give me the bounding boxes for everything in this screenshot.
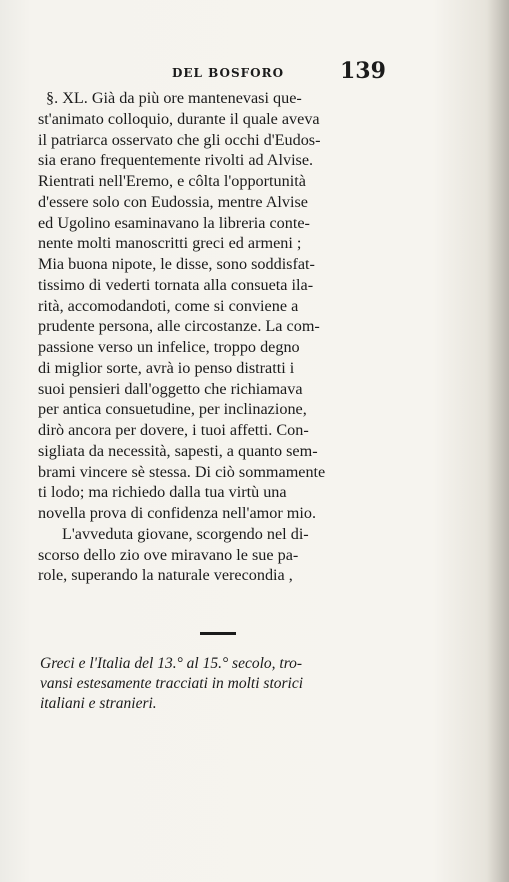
text-line: per antica consuetudine, per inclinazione, bbox=[38, 400, 307, 419]
text-line: rità, accomodandoti, come si conviene a bbox=[38, 296, 299, 315]
text-line: tissimo di vederti tornata alla consueta ila- bbox=[38, 275, 314, 294]
text-line: st'animato colloquio, durante il quale aveva bbox=[38, 109, 320, 128]
page-header bbox=[40, 58, 440, 88]
text-line: sia erano frequentemente rivolti ad Alvise. bbox=[38, 151, 314, 170]
text-line: prudente persona, alle circostanze. La com- bbox=[38, 317, 320, 336]
text-line: sigliata da necessità, sapesti, a quanto sem- bbox=[38, 441, 318, 460]
text-line: role, superando la naturale verecondia , bbox=[38, 566, 293, 585]
text-line: il patriarca osservato che gli occhi d'Eudos- bbox=[38, 130, 321, 149]
text-line: nente molti manoscritti greci ed armeni ; bbox=[38, 234, 302, 253]
text-line: ti lodo; ma richiedo dalla tua virtù una bbox=[38, 483, 287, 502]
footnote-divider bbox=[200, 632, 236, 635]
text-line: Rientrati nell'Eremo, e côlta l'opportunità bbox=[38, 172, 306, 190]
text-line: §. XL. Già da più ore mantenevasi que- bbox=[46, 89, 302, 107]
text-line: dirò ancora per dovere, i tuoi affetti. Con- bbox=[38, 421, 309, 439]
text-line: L'avveduta giovane, scorgendo nel di- bbox=[62, 524, 309, 543]
body-text bbox=[38, 88, 398, 586]
text-line: suoi pensieri dall'oggetto che richiamava bbox=[38, 379, 303, 398]
text-line: di miglior sorte, avrà io penso distratti i bbox=[38, 358, 295, 377]
text-line: scorso dello zio ove miravano le sue pa- bbox=[38, 545, 299, 564]
running-head: DEL BOSFORO bbox=[172, 66, 285, 80]
text-line: ed Ugolino esaminavano la libreria conte- bbox=[38, 213, 310, 232]
text-line: Mia buona nipote, le disse, sono soddisfat- bbox=[38, 255, 315, 273]
footnote-line: vansi estesamente tracciati in molti storici bbox=[40, 675, 304, 692]
text-line: brami vincere sè stessa. Di ciò sommamente bbox=[38, 462, 326, 481]
footnote-line: italiani e stranieri. bbox=[40, 695, 157, 712]
text-line: passione verso un infelice, troppo degno bbox=[38, 338, 300, 356]
text-line: novella prova di confidenza nell'amor mio. bbox=[38, 504, 317, 522]
text-line: d'essere solo con Eudossia, mentre Alvise bbox=[38, 192, 308, 211]
page-number: 139 bbox=[340, 58, 386, 84]
page-edge-shadow bbox=[487, 0, 509, 882]
footnote-line: Greci e l'Italia del 13.° al 15.° secolo, tro- bbox=[40, 655, 303, 672]
footnote bbox=[40, 654, 400, 714]
